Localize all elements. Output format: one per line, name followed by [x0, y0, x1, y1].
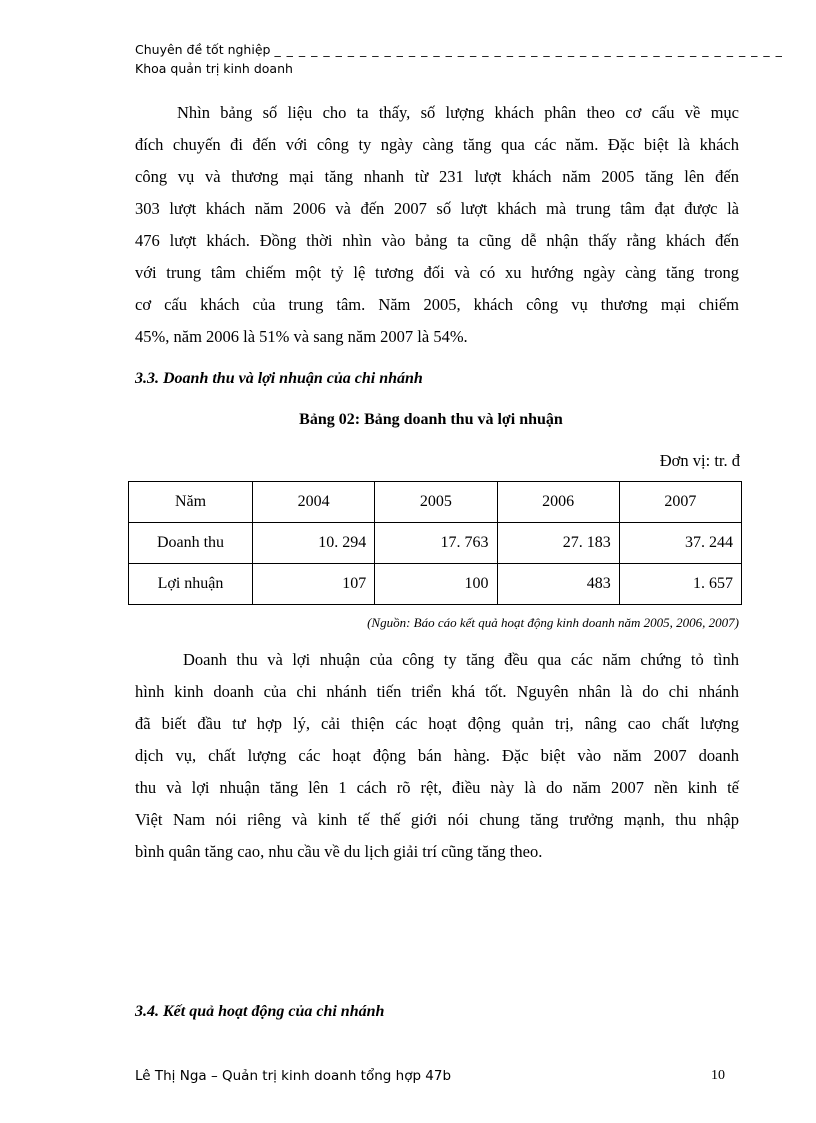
header-line-2: Khoa quản trị kinh doanh — [135, 61, 293, 76]
section-heading-3-3: 3.3. Doanh thu và lợi nhuận của chi nhánh — [135, 370, 423, 387]
table-cell: 100 — [375, 564, 497, 605]
paragraph-line: công vụ và thương mại tăng nhanh từ 231 lượt khách năm 2005 tăng lên đến — [135, 167, 739, 186]
table-cell: 483 — [497, 564, 619, 605]
table-cell: 10. 294 — [253, 523, 375, 564]
paragraph-line: bình quân tăng cao, nhu cầu về du lịch giải trí cũng tăng theo. — [135, 842, 543, 861]
paragraph-line: hình kinh doanh của chi nhánh tiến triển khá tốt. Nguyên nhân là do chi nhánh — [135, 682, 739, 701]
header-cell-year: Năm — [129, 482, 253, 523]
section-heading-3-4: 3.4. Kết quả hoạt động của chi nhánh — [135, 1003, 385, 1020]
paragraph-line: 303 lượt khách năm 2006 và đến 2007 số lượt khách mà trung tâm đạt được là — [135, 199, 739, 218]
paragraph-line: Việt Nam nói riêng và kinh tế thế giới nói chung tăng trưởng mạnh, thu nhập — [135, 810, 739, 829]
paragraph-line: đã biết đầu tư hợp lý, cải thiện các hoạt động quản trị, nâng cao chất lượng — [135, 714, 739, 733]
paragraph-line: với trung tâm chiếm một tỷ lệ tương đối và có xu hướng ngày càng tăng trong — [135, 263, 739, 282]
paragraph-line: thu và lợi nhuận tăng lên 1 cách rõ rệt, điều này là do năm 2007 nền kinh tế — [135, 778, 739, 797]
header-cell-year-value: 2004 — [253, 482, 375, 523]
paragraph-line: 45%, năm 2006 là 51% và sang năm 2007 là 54%. — [135, 327, 468, 346]
header-title: Chuyên đề tốt nghiệp — [135, 42, 271, 57]
table-row — [129, 564, 742, 605]
paragraph-line: 476 lượt khách. Đồng thời nhìn vào bảng ta cũng dễ nhận thấy rằng khách đến — [135, 231, 739, 250]
paragraph-line: Doanh thu và lợi nhuận của công ty tăng đều qua các năm chứng tỏ tình — [183, 650, 739, 669]
unit-label: Đơn vị: tr. đ — [659, 451, 740, 470]
table-cell: 37. 244 — [619, 523, 741, 564]
source-note: (Nguồn: Báo cáo kết quả hoạt động kinh doanh năm 2005, 2006, 2007) — [367, 615, 739, 630]
header-line-1 — [135, 42, 783, 57]
paragraph-line: đích chuyến đi đến với công ty ngày càng tăng qua các năm. Đặc biệt là khách — [135, 135, 739, 154]
table-cell: 107 — [253, 564, 375, 605]
paragraph-line: Nhìn bảng số liệu cho ta thấy, số lượng khách phân theo cơ cấu về mục — [177, 103, 739, 122]
header-cell-year-value: 2006 — [497, 482, 619, 523]
page-number: 10 — [711, 1068, 725, 1083]
table-cell: 1. 657 — [619, 564, 741, 605]
paragraph-line: cơ cấu khách của trung tâm. Năm 2005, khách công vụ thương mại chiếm — [135, 295, 739, 314]
header-cell-year-value: 2007 — [619, 482, 741, 523]
footer-author: Lê Thị Nga – Quản trị kinh doanh tổng hợp 47b — [135, 1068, 452, 1084]
table-header-row — [129, 482, 742, 523]
paragraph-2 — [135, 644, 739, 868]
table-caption: Bảng 02: Bảng doanh thu và lợi nhuận — [299, 411, 563, 428]
revenue-profit-table — [128, 481, 742, 605]
row-label-profit: Lợi nhuận — [129, 564, 253, 605]
header-cell-year-value: 2005 — [375, 482, 497, 523]
table-row — [129, 523, 742, 564]
table-cell: 17. 763 — [375, 523, 497, 564]
row-label-revenue: Doanh thu — [129, 523, 253, 564]
table-cell: 27. 183 — [497, 523, 619, 564]
paragraph-line: dịch vụ, chất lượng các hoạt động bán hàng. Đặc biệt vào năm 2007 doanh — [135, 746, 739, 765]
paragraph-1 — [135, 97, 739, 353]
header-dashes: _ _ _ _ _ _ _ _ _ _ _ _ _ _ _ _ _ _ _ _ _ _ _ _ _ _ _ _ _ _ _ _ _ _ _ _ _ _ _ _ _ _ — [274, 42, 783, 57]
